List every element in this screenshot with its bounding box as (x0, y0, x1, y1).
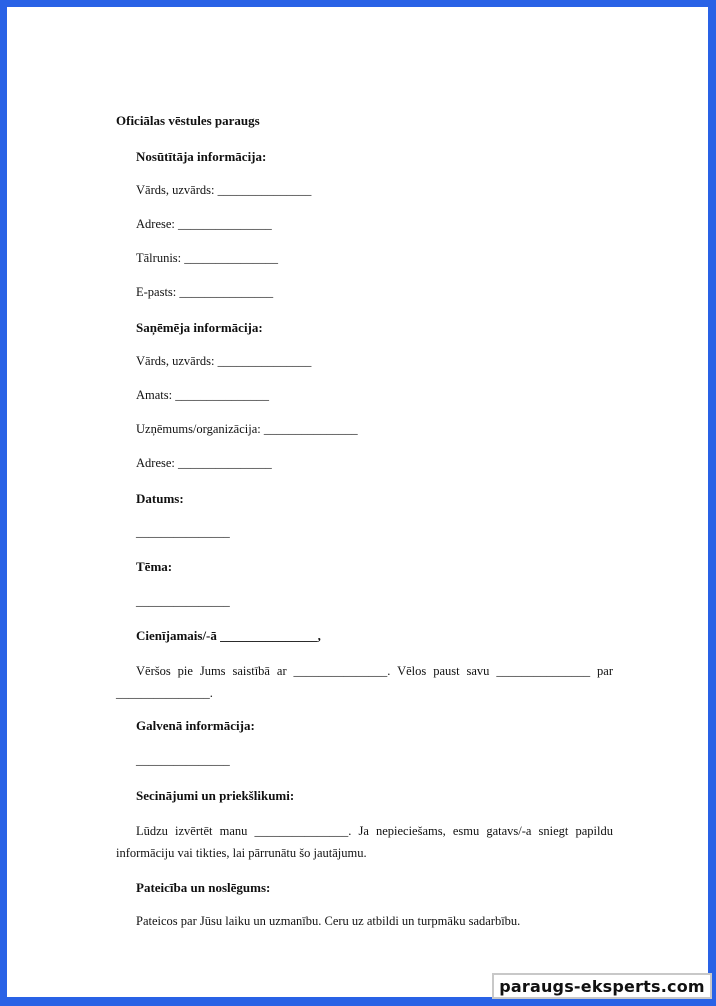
field-blank[interactable]: _______________ (217, 183, 312, 197)
date-blank[interactable]: _______________ (136, 525, 230, 539)
watermark-badge: paraugs-eksperts.com (492, 973, 712, 999)
document-title: Oficiālas vēstules paraugs (116, 113, 260, 128)
sender-name-field[interactable] (136, 183, 311, 198)
field-label: Vārds, uzvārds: (136, 183, 215, 197)
recipient-company-field[interactable] (136, 422, 358, 437)
intro-paragraph: Vēršos pie Jums saistībā ar _______________. Vēlos paust savu _______________ par _______________. (116, 664, 613, 700)
sender-phone-field[interactable] (136, 251, 278, 266)
sender-email-field[interactable] (136, 285, 273, 300)
field-blank[interactable]: _______________ (178, 217, 272, 231)
conclusions-heading: Secinājumi un priekšlikumi: (136, 788, 295, 803)
closing-heading: Pateicība un noslēgums: (136, 880, 271, 895)
field-label: Uzņēmums/organizācija: (136, 422, 261, 436)
subject-heading: Tēma: (136, 559, 173, 574)
sender-heading: Nosūtītāja informācija: (136, 149, 267, 164)
field-blank[interactable]: _______________ (179, 285, 274, 299)
field-label: Tālrunis: (136, 251, 182, 265)
date-heading: Datums: (136, 491, 184, 506)
recipient-heading: Saņēmēja informācija: (136, 320, 263, 335)
field-blank[interactable]: _______________ (175, 388, 269, 402)
recipient-position-field[interactable] (136, 388, 269, 403)
sender-address-field[interactable] (136, 217, 272, 232)
recipient-name-field[interactable] (136, 354, 311, 369)
field-blank[interactable]: _______________ (263, 422, 358, 436)
closing-paragraph: Pateicos par Jūsu laiku un uzmanību. Ceru uz atbildi un turpmāku sadarbību. (136, 914, 521, 928)
field-blank[interactable]: _______________ (217, 354, 312, 368)
salutation: Cienījamais/-ā _______________, (136, 628, 321, 643)
field-label: Amats: (136, 388, 173, 402)
field-label: E-pasts: (136, 285, 177, 299)
field-label: Adrese: (136, 217, 175, 231)
conclusions-paragraph: Lūdzu izvērtēt manu _______________. Ja nepieciešams, esmu gatavs/-a sniegt papildu informāciju vai tikties, lai pārrunātu šo jautājumu. (116, 824, 613, 860)
main-info-heading: Galvenā informācija: (136, 718, 255, 733)
field-label: Vārds, uzvārds: (136, 354, 215, 368)
main-info-blank[interactable]: _______________ (136, 753, 230, 767)
field-label: Adrese: (136, 456, 175, 470)
recipient-address-field[interactable] (136, 456, 272, 471)
subject-blank[interactable]: _______________ (136, 594, 230, 608)
field-blank[interactable]: _______________ (178, 456, 272, 470)
field-blank[interactable]: _______________ (184, 251, 279, 265)
